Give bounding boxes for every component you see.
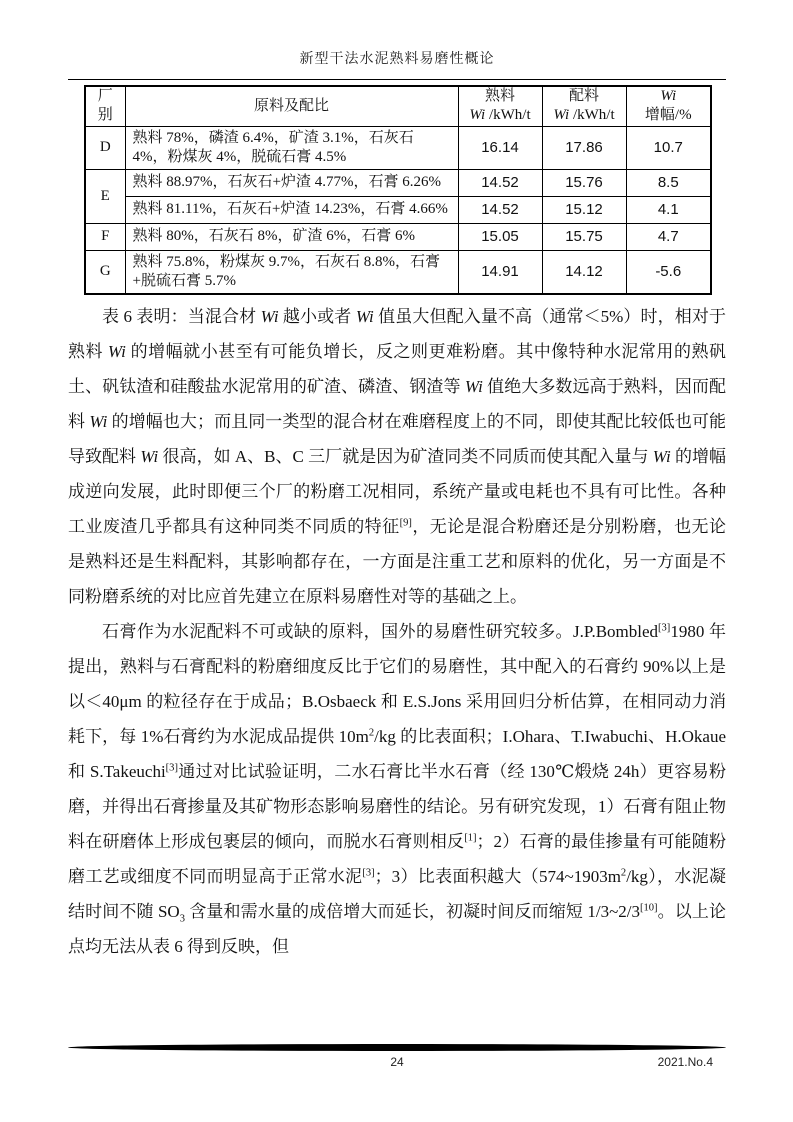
table-header-row: [85, 86, 711, 126]
wi-increase-cell: 8.5: [626, 169, 711, 196]
paragraph-table6-discussion: 表 6 表明：当混合材 Wi 越小或者 Wi 值虽大但配入量不高（通常＜5%）时，相对于熟料 Wi 的增幅就小甚至有可能负增长，反之则更难粉磨。其中像特种水泥常用的熟矾土、矾钛渣和硅酸盐水泥常用的矿渣、磷渣、钢渣等 Wi 值绝大多数远高于熟料，因而配料 Wi 的增幅也大；而且同一类型的混合材在难磨程度上的不同，即使其配比较低也可能导致配料 Wi 很高，如 A、B、C 三厂就是因为矿渣同类不同质而使其配入量与 Wi 的增幅成逆向发展，此时即便三个厂的粉磨工况相同，系统产量或电耗也不具有可比性。各种工业废渣几乎都具有这种同类不同质的特征[9]，无论是混合粉磨还是分别粉磨，也无论是熟料还是生料配料，其影响都存在，一方面是注重工艺和原料的优化，另一方面是不同粉磨系统的对比应首先建立在原料易磨性对等的基础之上。: [68, 306, 727, 606]
mix-ratio-table: [84, 85, 712, 295]
wi-increase-cell: 10.7: [626, 126, 711, 169]
col-header-blend-line1: 配料: [568, 88, 599, 105]
col-header-clinker-wi: [458, 86, 542, 126]
table-row-f: [85, 223, 711, 250]
clinker-wi-cell: 14.91: [458, 250, 542, 294]
page-footer: [68, 1044, 726, 1071]
col-header-mix: 原料及配比: [125, 86, 458, 126]
paragraph-gypsum-research: 石膏作为水泥配料不可或缺的原料，国外的易磨性研究较多。J.P.Bombled[3]1980 年提出，熟料与石膏配料的粉磨细度反比于它们的易磨性，其中配入的石膏约 90%以上是以＜40μm 的粒径存在于成品；B.Osbaeck 和 E.S.Jons 采用回归分析估算，在相同动力消耗下，每 1%石膏约为水泥成品提供 $10m^2/kg$ 的比表面积；I.Ohara、T.Iwabuchi、H.Okaue 和 S.Takeuchi[3]通过对比试验证明，二水石膏比半水石膏（经 130℃煅烧 24h）更容易粉磨，并得出石膏掺量及其矿物形态影响易磨性的结论。另有研究发现，1）石膏有阻止物料在研磨体上形成包裹层的倾向，而脱水石膏则相反[1]；2）石膏的最佳掺量有可能随粉磨工艺或细度不同而明显高于正常水泥[3]；3）比表面积越大$(574\sim 1903m^2/kg)$，水泥凝结时间不随 $SO_3$ 含量和需水量的成倍增大而延长，初凝时间反而缩短 1/3~2/3[10]。以上论点均无法从表 6 得到反映，但: [68, 621, 727, 956]
clinker-wi-cell: 14.52: [458, 196, 542, 223]
col-header-wi-increase: [626, 86, 711, 126]
table-row-e1: [85, 169, 711, 196]
wi-increase-cell: 4.1: [626, 196, 711, 223]
body-text: [68, 299, 726, 964]
clinker-wi-cell: 16.14: [458, 126, 542, 169]
running-header-title: 新型干法水泥熟料易磨性概论: [299, 52, 495, 67]
table-row-d: [85, 126, 711, 169]
wi-increase-cell: 4.7: [626, 223, 711, 250]
mix-cell: 熟料 81.11%，石灰石+炉渣 14.23%，石膏 4.66%: [125, 196, 458, 223]
wi-increase-cell: -5.6: [626, 250, 711, 294]
table-row-e2: [85, 196, 711, 223]
col-header-blend-line2: Wi /kWh/t: [553, 107, 615, 124]
blend-wi-cell: 15.75: [542, 223, 626, 250]
plant-cell: D: [85, 126, 125, 169]
plant-cell: E: [85, 169, 125, 223]
footer-row: [68, 1055, 726, 1071]
mix-cell: 熟料 80%，石灰石 8%，矿渣 6%，石膏 6%: [125, 223, 458, 250]
col-header-increase-line2: 增幅/%: [644, 107, 692, 124]
mix-cell: 熟料 88.97%，石灰石+炉渣 4.77%，石膏 6.26%: [125, 169, 458, 196]
col-header-clinker-line2: Wi /kWh/t: [469, 107, 531, 124]
issue-label: 2021.No.4: [657, 1055, 713, 1069]
plant-cell: G: [85, 250, 125, 294]
blend-wi-cell: 15.76: [542, 169, 626, 196]
page-number: 24: [390, 1055, 404, 1069]
col-header-clinker-line1: 熟料: [484, 88, 515, 105]
mix-cell: 熟料 75.8%，粉煤灰 9.7%，石灰石 8.8%，石膏+脱硫石膏 5.7%: [125, 250, 458, 294]
col-header-blend-wi: [542, 86, 626, 126]
plant-cell: F: [85, 223, 125, 250]
clinker-wi-cell: 15.05: [458, 223, 542, 250]
col-header-plant: [85, 86, 125, 126]
header-rule: [68, 79, 726, 80]
page-content: [68, 0, 726, 964]
table-row-g: [85, 250, 711, 294]
blend-wi-cell: 17.86: [542, 126, 626, 169]
clinker-wi-cell: 14.52: [458, 169, 542, 196]
col-header-plant-line2: 别: [97, 107, 113, 124]
footer-rule: [68, 1044, 726, 1051]
blend-wi-cell: 15.12: [542, 196, 626, 223]
mix-cell: 熟料 78%，磷渣 6.4%，矿渣 3.1%，石灰石 4%，粉煤灰 4%，脱硫石膏 4.5%: [125, 126, 458, 169]
col-header-plant-line1: 厂: [97, 88, 113, 105]
blend-wi-cell: 14.12: [542, 250, 626, 294]
col-header-increase-line1: Wi: [660, 88, 677, 105]
